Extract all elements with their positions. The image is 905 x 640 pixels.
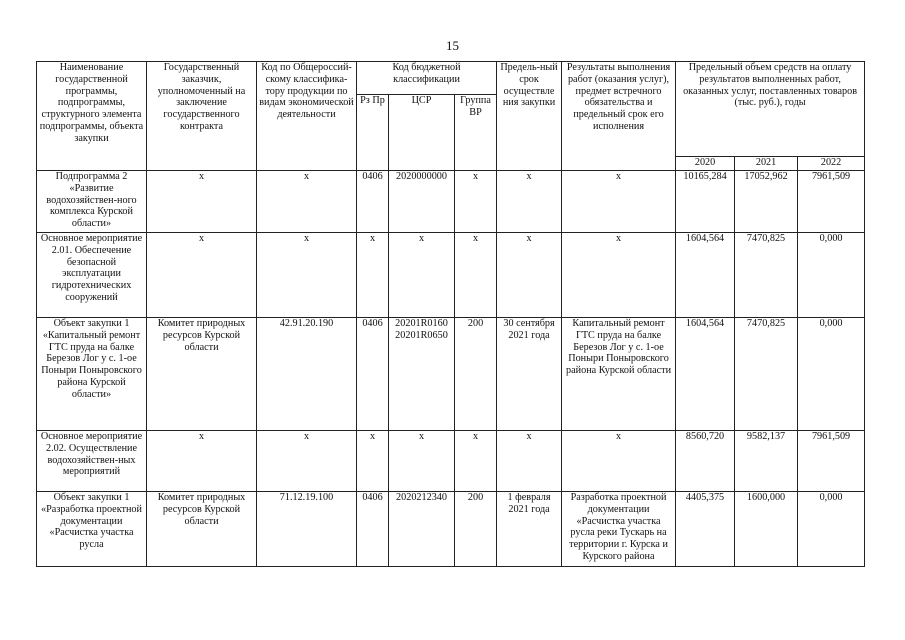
row-value-2022: 0,000	[798, 318, 865, 431]
header-customer: Государственный заказчик, уполномоченный на заключение государственного контракта	[147, 62, 257, 171]
row-result: x	[562, 233, 676, 318]
row-okpd: 42.91.20.190	[257, 318, 357, 431]
row-vr: x	[455, 171, 497, 233]
row-value-2020: 1604,564	[676, 233, 735, 318]
row-rzpr: 0406	[357, 318, 389, 431]
row-value-2021: 9582,137	[735, 431, 798, 492]
row-value-2022: 7961,509	[798, 431, 865, 492]
row-vr: x	[455, 233, 497, 318]
row-name: Подпрограмма 2 «Развитие водохозяйствен-ного комплекса Курской области»	[37, 171, 147, 233]
row-deadline: x	[497, 233, 562, 318]
table-row	[37, 233, 865, 318]
row-deadline: 30 сентября 2021 года	[497, 318, 562, 431]
header-vr: Группа ВР	[455, 95, 497, 171]
row-vr: x	[455, 431, 497, 492]
row-value-2021: 17052,962	[735, 171, 798, 233]
row-okpd: x	[257, 431, 357, 492]
row-deadline: x	[497, 431, 562, 492]
row-vr: 200	[455, 492, 497, 567]
table-row	[37, 171, 865, 233]
row-value-2022: 0,000	[798, 492, 865, 567]
row-customer: x	[147, 233, 257, 318]
row-value-2021: 7470,825	[735, 233, 798, 318]
row-value-2021: 1600,000	[735, 492, 798, 567]
row-rzpr: x	[357, 431, 389, 492]
header-year-2020: 2020	[676, 157, 735, 171]
row-value-2020: 10165,284	[676, 171, 735, 233]
header-name: Наименование государственной программы, подпрограммы, структурного элемента подпрограммы, объекта закупки	[37, 62, 147, 171]
row-csr: x	[389, 431, 455, 492]
row-result: x	[562, 171, 676, 233]
row-vr: 200	[455, 318, 497, 431]
header-year-2021: 2021	[735, 157, 798, 171]
row-deadline: 1 февраля 2021 года	[497, 492, 562, 567]
row-name: Объект закупки 1 «Капитальный ремонт ГТС пруда на балке Березов Лог у с. 1-ое Поныри Поныровского района Курской области»	[37, 318, 147, 431]
header-rzpr: Рз Пр	[357, 95, 389, 171]
row-csr-code: 20201R0160	[395, 318, 448, 329]
table-row	[37, 431, 865, 492]
row-rzpr: 0406	[357, 492, 389, 567]
row-value-2020: 1604,564	[676, 318, 735, 431]
row-okpd: 71.12.19.100	[257, 492, 357, 567]
row-result: x	[562, 431, 676, 492]
row-value-2022: 7961,509	[798, 171, 865, 233]
row-csr	[389, 318, 455, 431]
header-csr: ЦСР	[389, 95, 455, 171]
row-csr: 2020212340	[389, 492, 455, 567]
header-deadline: Предель-ный срок осуществле ния закупки	[497, 62, 562, 171]
row-rzpr: x	[357, 233, 389, 318]
row-value-2020: 8560,720	[676, 431, 735, 492]
page-number: 15	[446, 38, 459, 53]
row-deadline: x	[497, 171, 562, 233]
header-result: Результаты выполнения работ (оказания услуг), предмет встречного обязательства и предельный срок его исполнения	[562, 62, 676, 171]
header-year-2022: 2022	[798, 157, 865, 171]
row-customer: Комитет природных ресурсов Курской области	[147, 318, 257, 431]
row-name: Основное мероприятие 2.01. Обеспечение безопасной эксплуатации гидротехнических сооружений	[37, 233, 147, 318]
procurement-table	[36, 61, 865, 567]
header-budget-code: Код бюджетной классификации	[357, 62, 497, 95]
row-csr-code: 20201R0650	[395, 329, 448, 341]
row-okpd: x	[257, 171, 357, 233]
row-value-2021: 7470,825	[735, 318, 798, 431]
table-row	[37, 492, 865, 567]
row-rzpr: 0406	[357, 171, 389, 233]
row-csr: x	[389, 233, 455, 318]
table-row	[37, 318, 865, 431]
row-result: Капитальный ремонт ГТС пруда на балке Березов Лог у с. 1-ое Поныри Поныровского района Курской области	[562, 318, 676, 431]
row-okpd: x	[257, 233, 357, 318]
row-value-2020: 4405,375	[676, 492, 735, 567]
row-name: Объект закупки 1 «Разработка проектной документации «Расчистка участка русла	[37, 492, 147, 567]
row-customer: Комитет природных ресурсов Курской области	[147, 492, 257, 567]
row-value-2022: 0,000	[798, 233, 865, 318]
row-csr: 2020000000	[389, 171, 455, 233]
row-name: Основное мероприятие 2.02. Осуществление водохозяйствен-ных мероприятий	[37, 431, 147, 492]
row-customer: x	[147, 431, 257, 492]
row-result: Разработка проектной документации «Расчистка участка русла реки Тускарь на территории г. Курска и Курского района	[562, 492, 676, 567]
header-limit: Предельный объем средств на оплату результатов выполненных работ, оказанных услуг, поставленных товаров (тыс. руб.), годы	[676, 62, 865, 157]
header-okpd: Код по Общероссий-скому классифика-тору продукции по видам экономической деятельности	[257, 62, 357, 171]
row-customer: x	[147, 171, 257, 233]
